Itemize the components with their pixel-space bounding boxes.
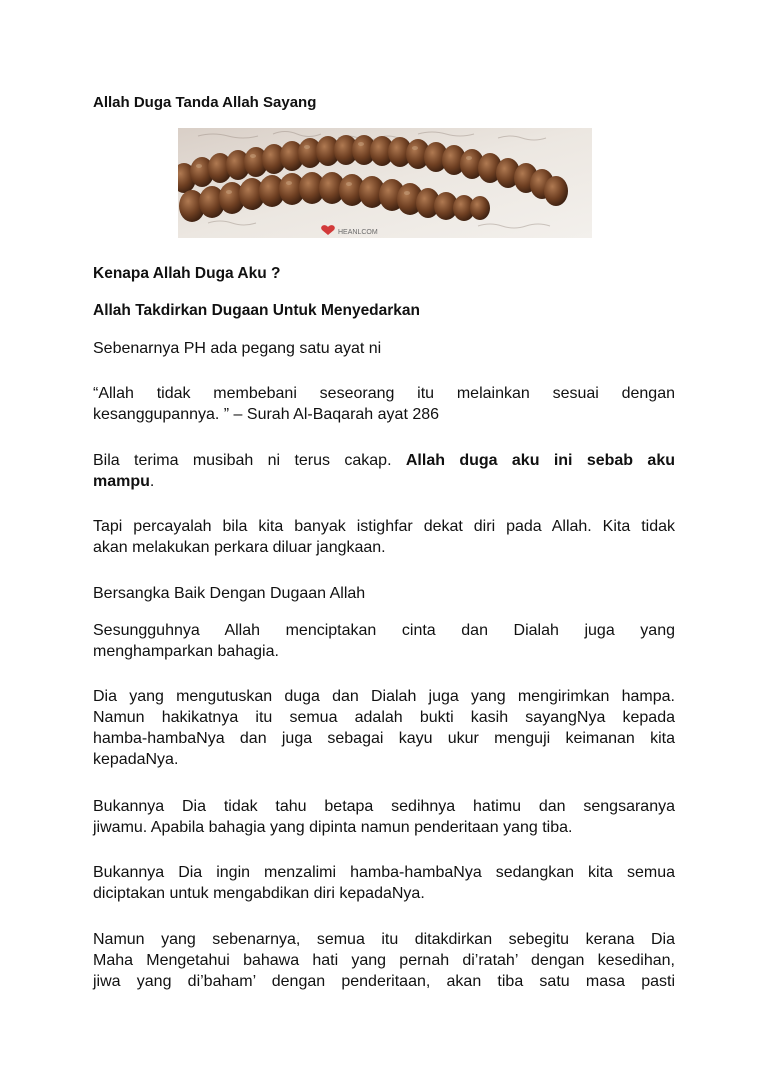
musibah-bold-text: Allah duga aku ini sebab aku	[405, 452, 676, 469]
paragraph-sebenarnya	[93, 929, 675, 992]
paragraph-musibah	[93, 450, 675, 492]
paragraph-sedihnya	[93, 796, 675, 838]
paragraph-cinta-line-1: Sesungguhnya Allah menciptakan cinta dan Dialah juga yang	[93, 622, 675, 639]
heading-kenapa: Kenapa Allah Duga Aku ?	[93, 265, 281, 282]
musibah-period: .	[149, 473, 155, 490]
paragraph-sedihnya-line-2: jiwamu. Apabila bahagia yang dipinta namun penderitaan yang tiba.	[93, 819, 573, 836]
paragraph-sebenarnya-line-1: Namun yang sebenarnya, semua itu ditakdirkan sebegitu kerana Dia	[93, 931, 675, 948]
watermark-text: HEANLCOM	[338, 229, 378, 236]
musibah-normal-text: Bila terima musibah ni terus cakap.	[93, 452, 406, 469]
prayer-beads-image	[178, 128, 592, 238]
paragraph-quote	[93, 383, 675, 425]
paragraph-musibah-line-2	[93, 471, 675, 492]
paragraph-menzalimi	[93, 862, 675, 904]
paragraph-sedihnya-line-1: Bukannya Dia tidak tahu betapa sedihnya hatimu dan sengsaranya	[93, 798, 675, 815]
heading-takdirkan: Allah Takdirkan Dugaan Untuk Menyedarkan	[93, 302, 421, 319]
musibah-bold-end: mampu	[93, 473, 150, 490]
paragraph-quote-line-2: kesanggupannya. ” – Surah Al-Baqarah ayat 286	[93, 406, 440, 423]
paragraph-mengutuskan-line-1: Dia yang mengutuskan duga dan Dialah juga yang mengirimkan hampa.	[93, 688, 675, 705]
paragraph-sebenarnya-line-2: Maha Mengetahui bahawa hati yang pernah di’ratah’ dengan kesedihan,	[93, 952, 675, 969]
paragraph-istighfar-line-1: Tapi percayalah bila kita banyak istighfar dekat diri pada Allah. Kita tidak	[93, 518, 675, 535]
document-title: Allah Duga Tanda Allah Sayang	[93, 94, 317, 111]
paragraph-sebenarnya-line-3: jiwa yang di’baham’ dengan penderitaan, akan tiba satu masa pasti	[93, 973, 675, 990]
paragraph-menzalimi-line-1: Bukannya Dia ingin menzalimi hamba-hambaNya sedangkan kita semua	[93, 864, 675, 881]
paragraph-cinta-line-2: menghamparkan bahagia.	[93, 643, 279, 660]
paragraph-mengutuskan-line-3: hamba-hambaNya dan juga sebagai kayu ukur menguji keimanan kita	[93, 730, 675, 747]
paragraph-mengutuskan	[93, 686, 675, 770]
paragraph-quote-line-1: “Allah tidak membebani seseorang itu melainkan sesuai dengan	[93, 385, 675, 402]
paragraph-menzalimi-line-2: diciptakan untuk mengabdikan diri kepadaNya.	[93, 885, 425, 902]
paragraph-mengutuskan-line-4: kepadaNya.	[93, 751, 179, 768]
paragraph-cinta	[93, 620, 675, 662]
paragraph-istighfar-line-2: akan melakukan perkara diluar jangkaan.	[93, 539, 386, 556]
paragraph-musibah-line-1	[93, 450, 675, 471]
paragraph-istighfar	[93, 516, 675, 558]
paragraph-bersangka: Bersangka Baik Dengan Dugaan Allah	[93, 585, 366, 602]
prayer-beads-illustration	[178, 128, 592, 238]
paragraph-1: Sebenarnya PH ada pegang satu ayat ni	[93, 340, 382, 357]
paragraph-mengutuskan-line-2: Namun hakikatnya itu semua adalah bukti kasih sayangNya kepada	[93, 709, 675, 726]
